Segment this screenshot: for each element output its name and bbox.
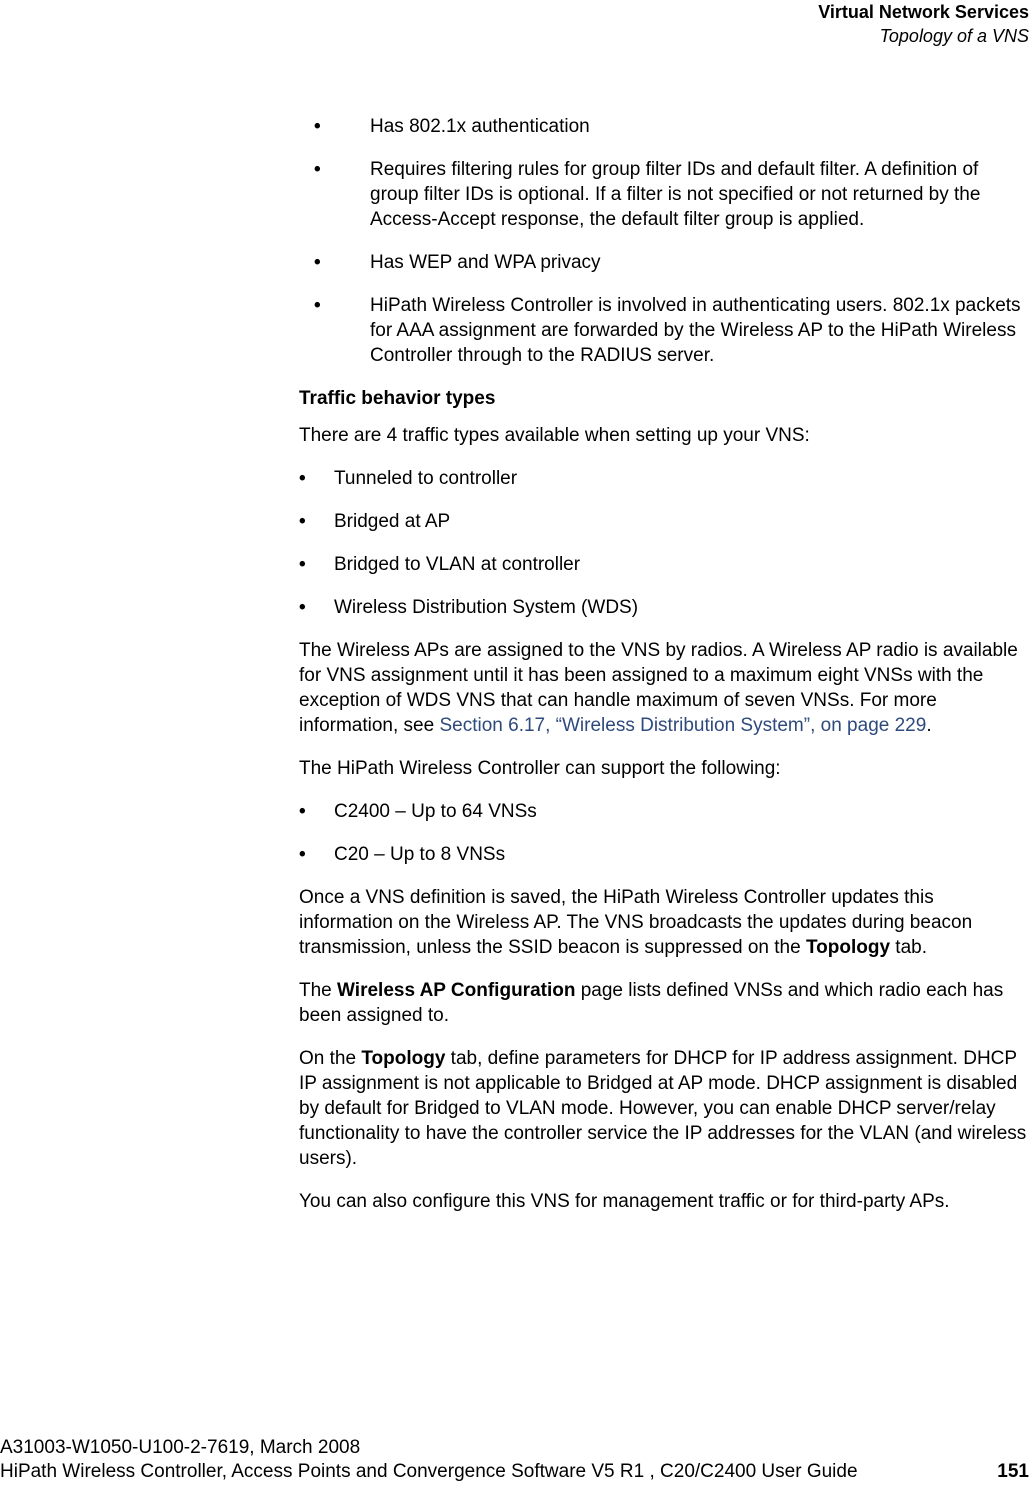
section-title: Topology of a VNS bbox=[879, 26, 1029, 46]
traffic-intro: There are 4 traffic types available when setting up your VNS: bbox=[299, 425, 810, 446]
page-footer bbox=[0, 1436, 1029, 1484]
list-item: • Bridged to VLAN at controller bbox=[299, 554, 581, 575]
auth-bullet-list bbox=[299, 114, 1029, 368]
page-number: 151 bbox=[997, 1461, 1029, 1482]
page-header bbox=[818, 0, 1029, 48]
list-item: • Has WEP and WPA privacy bbox=[314, 252, 601, 273]
traffic-bullet-list bbox=[299, 466, 1029, 620]
document-id: A31003-W1050-U100-2-7619, March 2008 bbox=[0, 1437, 361, 1458]
list-item: • Has 802.1x authentication bbox=[314, 116, 590, 137]
vns-definition-paragraph: Once a VNS definition is saved, the HiPath Wireless Controller updates this information on the Wireless AP. The VNS broadcasts the updates during beacon transmission, unless the SSID beacon is suppressed on the Topology tab. bbox=[299, 887, 973, 958]
chapter-title: Virtual Network Services bbox=[818, 2, 1029, 22]
assignment-paragraph: The Wireless APs are assigned to the VNS by radios. A Wireless AP radio is available for VNS assignment until it has been assigned to a maximum eight VNSs with the exception of WDS VNS that can handle maximum of seven VNSs. For more information, see Section 6.17, “Wireless Distribution System”, on page 229. bbox=[299, 640, 1018, 736]
list-item: • C20 – Up to 8 VNSs bbox=[299, 844, 506, 865]
list-item: • Wireless Distribution System (WDS) bbox=[299, 597, 639, 618]
traffic-heading: Traffic behavior types bbox=[299, 388, 496, 409]
main-content bbox=[299, 114, 1029, 1232]
wds-section-link[interactable]: Section 6.17, “Wireless Distribution System”, on page 229 bbox=[439, 715, 927, 736]
wireless-ap-config-paragraph: The Wireless AP Configuration page lists defined VNSs and which radio each has been assigned to. bbox=[299, 980, 1004, 1026]
footer-line-2 bbox=[0, 1460, 1029, 1484]
list-item: • Bridged at AP bbox=[299, 511, 451, 532]
list-item: • C2400 – Up to 64 VNSs bbox=[299, 801, 537, 822]
list-item: • Tunneled to controller bbox=[299, 468, 518, 489]
topology-tab-paragraph: On the Topology tab, define parameters for DHCP for IP address assignment. DHCP IP assignment is not applicable to Bridged at AP mode. DHCP assignment is disabled by default for Bridged to VLAN mode. However, you can enable DHCP server/relay functionality to have the controller service the IP addresses for the VLAN (and wireless users). bbox=[299, 1048, 1027, 1169]
support-bullet-list bbox=[299, 799, 1029, 867]
list-item: • HiPath Wireless Controller is involved in authenticating users. 802.1x packets for AAA assignment are forwarded by the Wireless AP to the HiPath Wireless Controller through to the RADIUS server. bbox=[314, 295, 1021, 366]
guide-title: HiPath Wireless Controller, Access Points and Convergence Software V5 R1 , C20/C2400 User Guide bbox=[0, 1461, 858, 1482]
list-item: • Requires filtering rules for group filter IDs and default filter. A definition of group filter IDs is optional. If a filter is not specified or not returned by the Access-Accept response, the default filter group is applied. bbox=[314, 159, 981, 230]
support-intro: The HiPath Wireless Controller can support the following: bbox=[299, 758, 781, 779]
management-paragraph: You can also configure this VNS for management traffic or for third-party APs. bbox=[299, 1191, 950, 1212]
